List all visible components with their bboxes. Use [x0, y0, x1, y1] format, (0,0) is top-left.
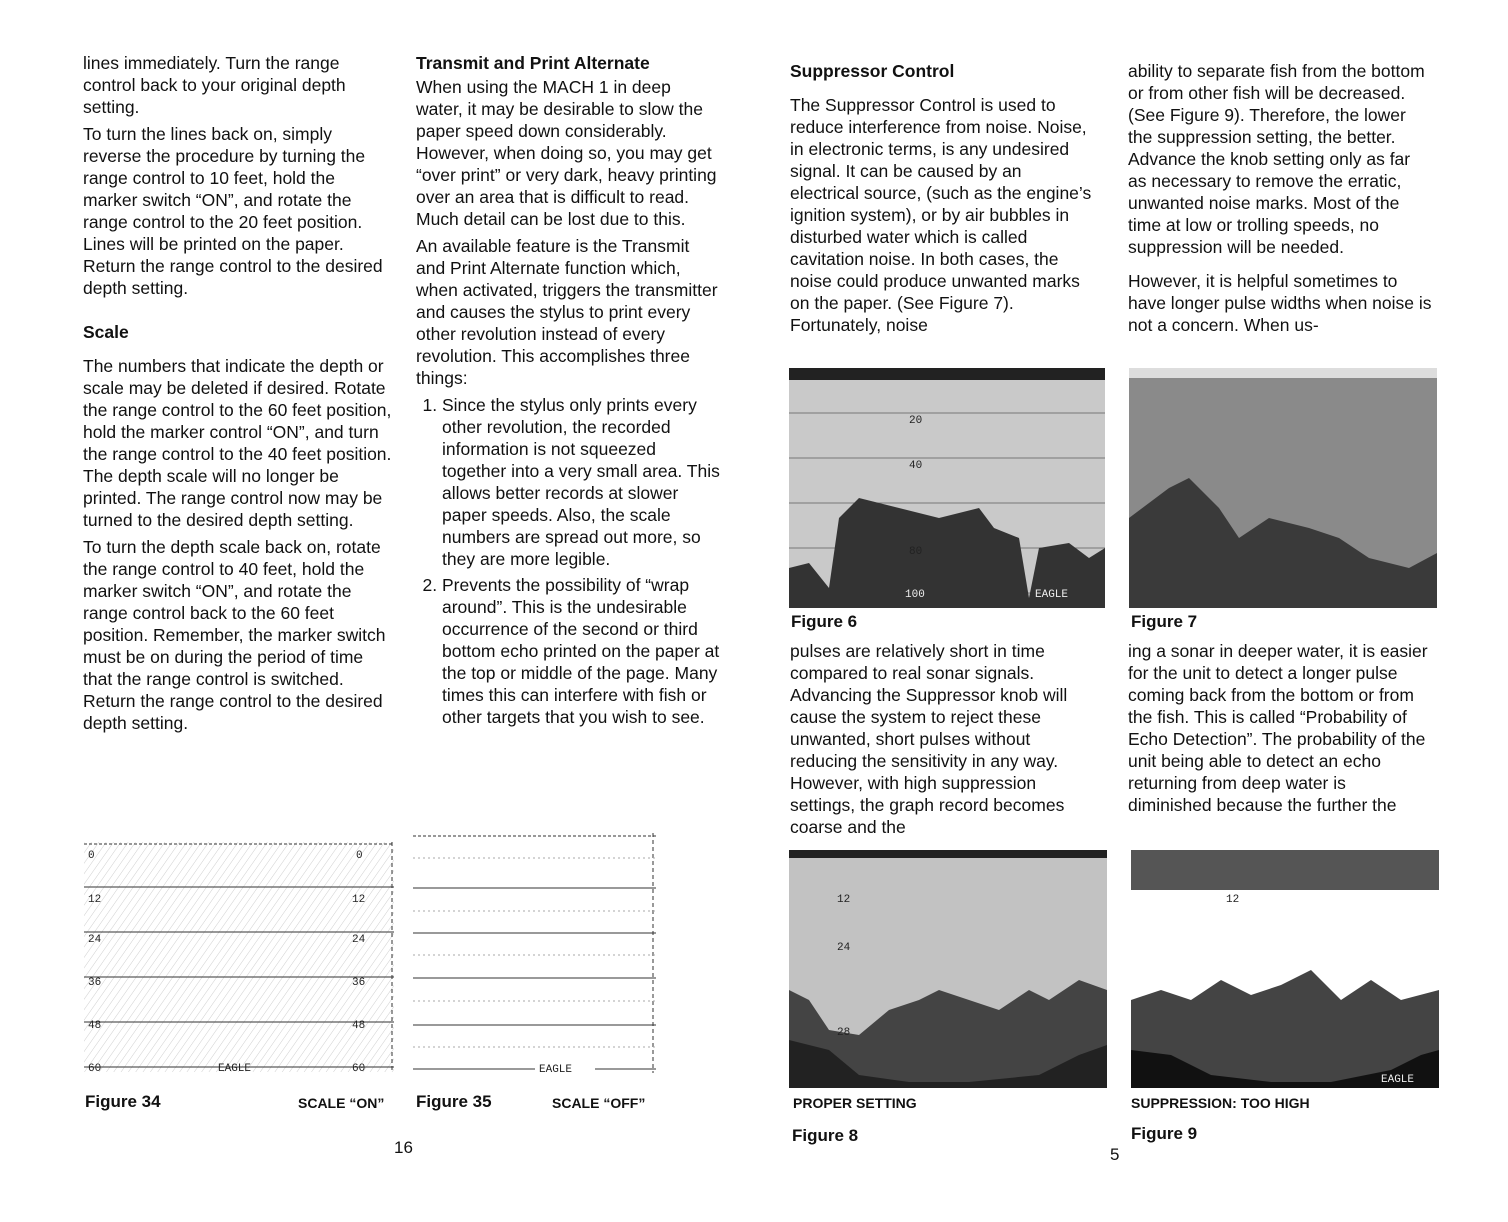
figure-9-svg [1131, 850, 1439, 1088]
figure-35-label: SCALE “OFF” [552, 1095, 646, 1111]
numbered-list [416, 394, 721, 728]
list-item: 2. Prevents the possibility of “wrap around”. This is the undesirable occurrence of the second or third bottom echo printed on the paper at the top or middle of the page. Many times this can interfere with fish or other targets that you wish to see. [442, 574, 721, 728]
paragraph: To turn the depth scale back on, rotate the range control to 40 feet, hold the marker switch “ON”, and rotate the range control back to the 60 feet position. Remember, the marker switch must be on during the period of time that the range control is switched. Return the range control to the desired depth setting. [83, 537, 386, 733]
section-heading-scale: Scale [83, 322, 129, 342]
depth-label: 80 [909, 546, 923, 558]
paragraph: An available feature is the Transmit and Print Alternate function which, when activated, triggers the transmitter and causes the stylus to print every other revolution instead of every revolution. This accomplishes three things: [416, 236, 718, 388]
depth-label: 12 [352, 894, 366, 906]
figure-7-caption: Figure 7 [1131, 612, 1198, 631]
depth-label: 60 [352, 1063, 366, 1072]
figure-35-caption: Figure 35 [416, 1092, 492, 1111]
figure-8-caption: Figure 8 [792, 1126, 859, 1145]
figure-35-chart [413, 833, 656, 1073]
depth-label: 12 [88, 894, 102, 906]
right-column-1 [790, 60, 1095, 341]
depth-label: 12 [1226, 894, 1240, 906]
paragraph: ability to separate fish from the bottom or from other fish will be decreased. (See Figure 9). Therefore, the lower the suppression setting, the better. Advance the knob setting only as far as necessary to remove the erratic, unwanted noise marks. Most of the time at low or trolling speeds, no suppression will be needed. [1128, 61, 1425, 257]
depth-label: 0 [88, 850, 95, 862]
figure-7-image [1129, 368, 1437, 608]
depth-label: 24 [352, 934, 366, 946]
depth-label: 0 [356, 850, 363, 862]
right-column-1-continued [790, 640, 1095, 843]
page-number-right: 5 [1110, 1145, 1120, 1164]
figure-7-svg [1129, 368, 1437, 608]
brand-label: EAGLE [218, 1063, 252, 1072]
brand-label: EAGLE [1381, 1074, 1415, 1086]
figure-34-chart [84, 842, 394, 1072]
figure-34-caption: Figure 34 [85, 1092, 161, 1111]
left-column-2 [416, 52, 721, 732]
section-heading-transmit: Transmit and Print Alternate [416, 53, 650, 73]
depth-label: 36 [88, 977, 102, 989]
figure-35-svg [413, 833, 656, 1073]
depth-label: 20 [909, 415, 923, 427]
right-column-2-continued [1128, 640, 1433, 821]
depth-label: 24 [837, 942, 851, 954]
figure-6-image [789, 368, 1105, 608]
paragraph: pulses are relatively short in time compared to real sonar signals. Advancing the Suppressor knob will cause the system to reject these unwanted, short pulses without reducing the sensitivity in any way. However, with high suppression settings, the graph record becomes coarse and the [790, 641, 1068, 837]
paragraph: The Suppressor Control is used to reduce interference from noise. Noise, in electronic terms, is any undesired signal. It can be caused by an electrical source, (such as the engine’s ignition system), or by air bubbles in disturbed water which is called cavitation noise. In both cases, the noise could produce unwanted marks on the paper. (See Figure 7). Fortunately, noise [790, 95, 1092, 335]
depth-label: 40 [909, 460, 923, 472]
right-column-2 [1128, 60, 1433, 341]
paragraph: lines immediately. Turn the range control back to your original depth setting. [83, 53, 346, 117]
left-column-1 [83, 52, 393, 739]
figure-34-svg [84, 842, 394, 1072]
figure-34-label: SCALE “ON” [298, 1095, 385, 1111]
depth-label: 28 [837, 1027, 851, 1039]
list-item: 1. Since the stylus only prints every other revolution, the recorded information is not squeezed together into a very small area. This allows better records at slower paper speeds. Also, the scale numbers are spread out more, so they are more legible. [442, 394, 721, 570]
figure-8-label: PROPER SETTING [793, 1095, 917, 1111]
page-number-left: 16 [394, 1138, 413, 1157]
paragraph: The numbers that indicate the depth or scale may be deleted if desired. Rotate the range control to the 60 feet position, hold the marker control “ON”, and turn the range control to the 40 feet position. The depth scale will no longer be printed. The range control now may be turned to the desired depth setting. [83, 356, 392, 530]
figure-8-image [789, 850, 1107, 1088]
depth-label: 12 [837, 894, 851, 906]
figure-6-caption: Figure 6 [791, 612, 858, 631]
paragraph: When using the MACH 1 in deep water, it may be desirable to slow the paper speed down considerably. However, when doing so, you may get “over print” or very dark, heavy printing over an area that is difficult to read. Much detail can be lost due to this. [416, 77, 717, 229]
depth-label: 100 [905, 589, 925, 601]
depth-label: 36 [352, 977, 366, 989]
figure-8-svg [789, 850, 1107, 1088]
paragraph: ing a sonar in deeper water, it is easier for the unit to detect a longer pulse coming back from the bottom or from the fish. This is called “Probability of Echo Detection”. The probability of the unit being able to detect an echo returning from deep water is diminished because the further the [1128, 641, 1428, 815]
depth-label: 24 [88, 934, 102, 946]
figure-9-caption: Figure 9 [1131, 1124, 1198, 1143]
paragraph: However, it is helpful sometimes to have longer pulse widths when noise is not a concern. When us- [1128, 271, 1432, 335]
brand-label: EAGLE [539, 1064, 573, 1073]
figure-9-image [1131, 850, 1439, 1088]
paragraph: To turn the lines back on, simply reverse the procedure by turning the range control to 10 feet, hold the marker switch “ON”, and rotate the range control to the 20 feet position. Lines will be printed on the paper. Return the range control to the desired depth setting. [83, 124, 383, 298]
figure-9-label: SUPPRESSION: TOO HIGH [1131, 1095, 1310, 1111]
brand-label: EAGLE [1035, 589, 1069, 601]
depth-label: 48 [352, 1020, 366, 1032]
section-heading-suppressor: Suppressor Control [790, 61, 955, 81]
depth-label: 60 [88, 1063, 102, 1072]
depth-label: 48 [88, 1020, 102, 1032]
figure-6-svg [789, 368, 1105, 608]
